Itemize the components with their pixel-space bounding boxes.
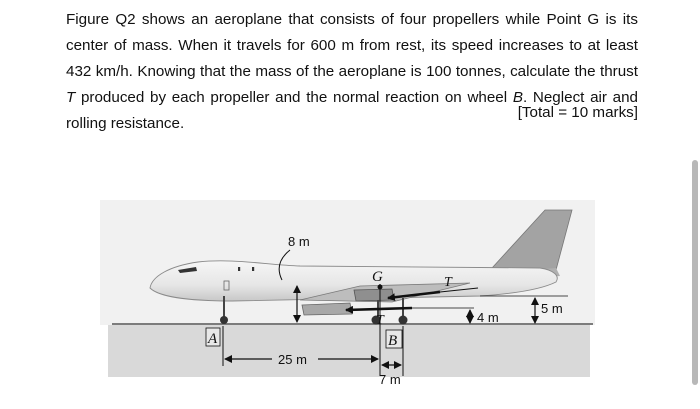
symbol-b: B bbox=[512, 89, 523, 106]
label-b: B bbox=[388, 333, 398, 349]
label-5m: 5 m bbox=[541, 301, 563, 316]
scrollbar[interactable] bbox=[692, 160, 698, 385]
label-8m: 8 m bbox=[288, 234, 310, 249]
label-4m: 4 m bbox=[477, 310, 499, 325]
main-wheel-2 bbox=[399, 316, 408, 325]
label-t-lower: T bbox=[376, 313, 384, 328]
question-part-2: produced by each propeller and the normal reaction on wheel bbox=[75, 89, 513, 106]
label-a: A bbox=[208, 331, 218, 347]
ground-strip bbox=[108, 325, 590, 377]
label-25m: 25 m bbox=[278, 352, 307, 367]
label-g: G bbox=[372, 269, 383, 285]
window bbox=[238, 267, 240, 271]
engine-inner bbox=[302, 303, 352, 315]
question-part-3: . Neglect air and rolling resistance. bbox=[66, 89, 638, 132]
engine-outer bbox=[354, 289, 394, 301]
nose-wheel bbox=[220, 316, 228, 324]
window bbox=[252, 267, 254, 271]
label-7m: 7 m bbox=[379, 372, 401, 387]
question-part-1: Figure Q2 shows an aeroplane that consists of four propellers while Point G is its center of mass. When it travels for 600 m from rest, its speed increases to at least 432 km/h. Knowing that the mass of the aeroplane is 100 tonnes, calculate the thrust bbox=[66, 11, 638, 80]
total-marks: [Total = 10 marks] bbox=[517, 104, 638, 121]
point-g-marker bbox=[378, 285, 383, 290]
label-t-upper: T bbox=[444, 275, 452, 290]
symbol-t: T bbox=[66, 89, 76, 106]
